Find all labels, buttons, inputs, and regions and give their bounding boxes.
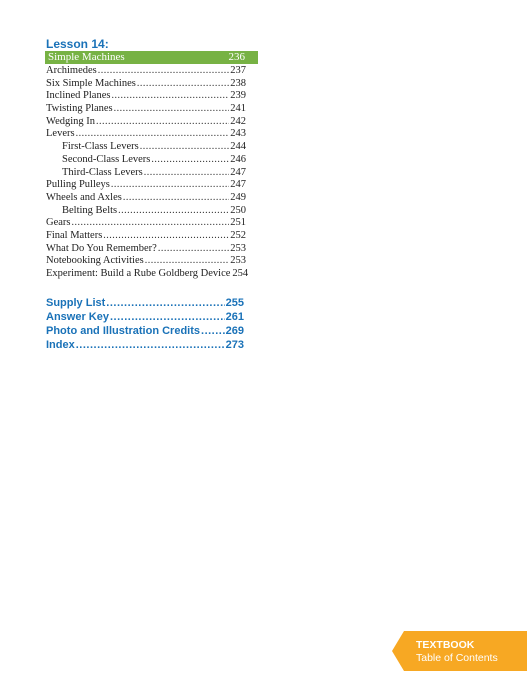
toc-entry[interactable]	[46, 90, 246, 103]
dot-leader	[98, 65, 230, 78]
dot-leader	[110, 310, 225, 324]
tab-line-2: Table of Contents	[416, 652, 498, 664]
toc-entry-page: 243	[230, 128, 246, 140]
dot-leader	[145, 255, 230, 268]
toc-entry[interactable]	[46, 230, 246, 243]
toc-entry[interactable]	[46, 65, 246, 78]
toc-entry-page: 251	[230, 217, 246, 229]
dot-leader	[118, 205, 229, 218]
toc-entry-label: Inclined Planes	[46, 90, 111, 102]
toc-entry-label: Second-Class Levers	[62, 153, 151, 165]
toc-entry[interactable]	[46, 167, 246, 180]
tab-line-1: TEXTBOOK	[416, 639, 475, 651]
dot-leader	[96, 116, 229, 129]
backmatter-entry-page: 269	[225, 325, 244, 337]
toc-entry-label: Gears	[46, 217, 71, 229]
toc-entry-page: 237	[230, 65, 246, 76]
toc-entry-label: Notebooking Activities	[46, 255, 144, 267]
dot-leader	[140, 141, 230, 154]
backmatter-toc-list	[46, 296, 244, 352]
backmatter-entry-label: Index	[46, 339, 75, 351]
backmatter-entry-label: Supply List	[46, 297, 106, 309]
toc-entry-label: Final Matters	[46, 229, 103, 241]
toc-entry-page: 241	[230, 103, 246, 115]
toc-entry-label: Pulling Pulleys	[46, 179, 110, 191]
lesson-title-bar[interactable]	[45, 51, 258, 64]
toc-entry[interactable]	[46, 255, 246, 268]
toc-entry-label: What Do You Remember?	[46, 242, 157, 254]
toc-entry-label: Archimedes	[46, 65, 97, 76]
toc-entry-page: 242	[230, 115, 246, 127]
backmatter-entry-label: Photo and Illustration Credits	[46, 325, 201, 337]
toc-entry-label: Six Simple Machines	[46, 77, 136, 89]
dot-leader	[137, 78, 229, 91]
dot-leader	[158, 243, 229, 256]
toc-entry-page: 238	[230, 77, 246, 89]
toc-entry[interactable]	[46, 78, 246, 91]
toc-entry-page: 239	[230, 90, 246, 102]
toc-entry[interactable]	[46, 243, 246, 256]
backmatter-entry-label: Answer Key	[46, 311, 109, 323]
dot-leader	[111, 179, 229, 192]
toc-entry-page: 247	[230, 179, 246, 191]
backmatter-entry[interactable]	[46, 310, 244, 324]
toc-entry-page: 250	[230, 204, 246, 216]
backmatter-entry[interactable]	[46, 338, 244, 352]
backmatter-entry-page: 273	[225, 339, 244, 351]
toc-entry-label: Third-Class Levers	[62, 166, 143, 178]
toc-entry-label: Experiment: Build a Rube Goldberg Device	[46, 268, 231, 279]
dot-leader	[72, 217, 230, 230]
toc-entry[interactable]	[46, 141, 246, 154]
toc-entry-page: 254	[232, 268, 249, 279]
toc-entry-page: 247	[230, 166, 246, 178]
backmatter-entry-page: 255	[225, 297, 244, 309]
toc-entry-page: 246	[230, 153, 246, 165]
toc-entry-label: First-Class Levers	[62, 141, 139, 153]
toc-entry-label: Levers	[46, 128, 75, 140]
lesson-page-number: 236	[228, 51, 245, 63]
backmatter-entry[interactable]	[46, 296, 244, 310]
dot-leader	[123, 192, 229, 205]
dot-leader	[106, 296, 224, 310]
toc-entry[interactable]	[46, 116, 246, 129]
dot-leader	[76, 338, 225, 352]
toc-entry-label: Wheels and Axles	[46, 191, 122, 203]
dot-leader	[151, 154, 229, 167]
textbook-toc-tab[interactable]	[392, 631, 527, 671]
backmatter-entry[interactable]	[46, 324, 244, 338]
toc-entry[interactable]	[46, 103, 246, 116]
toc-entry[interactable]	[46, 205, 246, 218]
toc-entry-label: Wedging In	[46, 115, 96, 127]
toc-entry[interactable]	[46, 217, 246, 230]
dot-leader	[111, 90, 229, 103]
dot-leader	[114, 103, 230, 116]
backmatter-entry-page: 261	[225, 311, 244, 323]
toc-entry-label: Belting Belts	[62, 204, 118, 216]
toc-entry-page: 253	[230, 255, 246, 267]
toc-entry-page: 249	[230, 191, 246, 203]
toc-entry[interactable]	[46, 154, 246, 167]
dot-leader	[144, 167, 229, 180]
dot-leader	[201, 324, 225, 338]
toc-entry-label: Twisting Planes	[46, 103, 113, 115]
toc-entry-page: 244	[230, 141, 246, 153]
toc-entry-page: 252	[230, 229, 246, 241]
lesson-toc-list	[46, 65, 249, 281]
tab-shape-icon	[392, 631, 527, 671]
toc-entry[interactable]	[46, 128, 246, 141]
dot-leader	[103, 230, 229, 243]
toc-entry[interactable]	[46, 268, 249, 281]
toc-entry-page: 253	[230, 242, 246, 254]
lesson-heading: Lesson 14:	[46, 37, 109, 51]
lesson-title: Simple Machines	[48, 51, 125, 63]
toc-entry[interactable]	[46, 192, 246, 205]
toc-entry[interactable]	[46, 179, 246, 192]
dot-leader	[76, 128, 230, 141]
